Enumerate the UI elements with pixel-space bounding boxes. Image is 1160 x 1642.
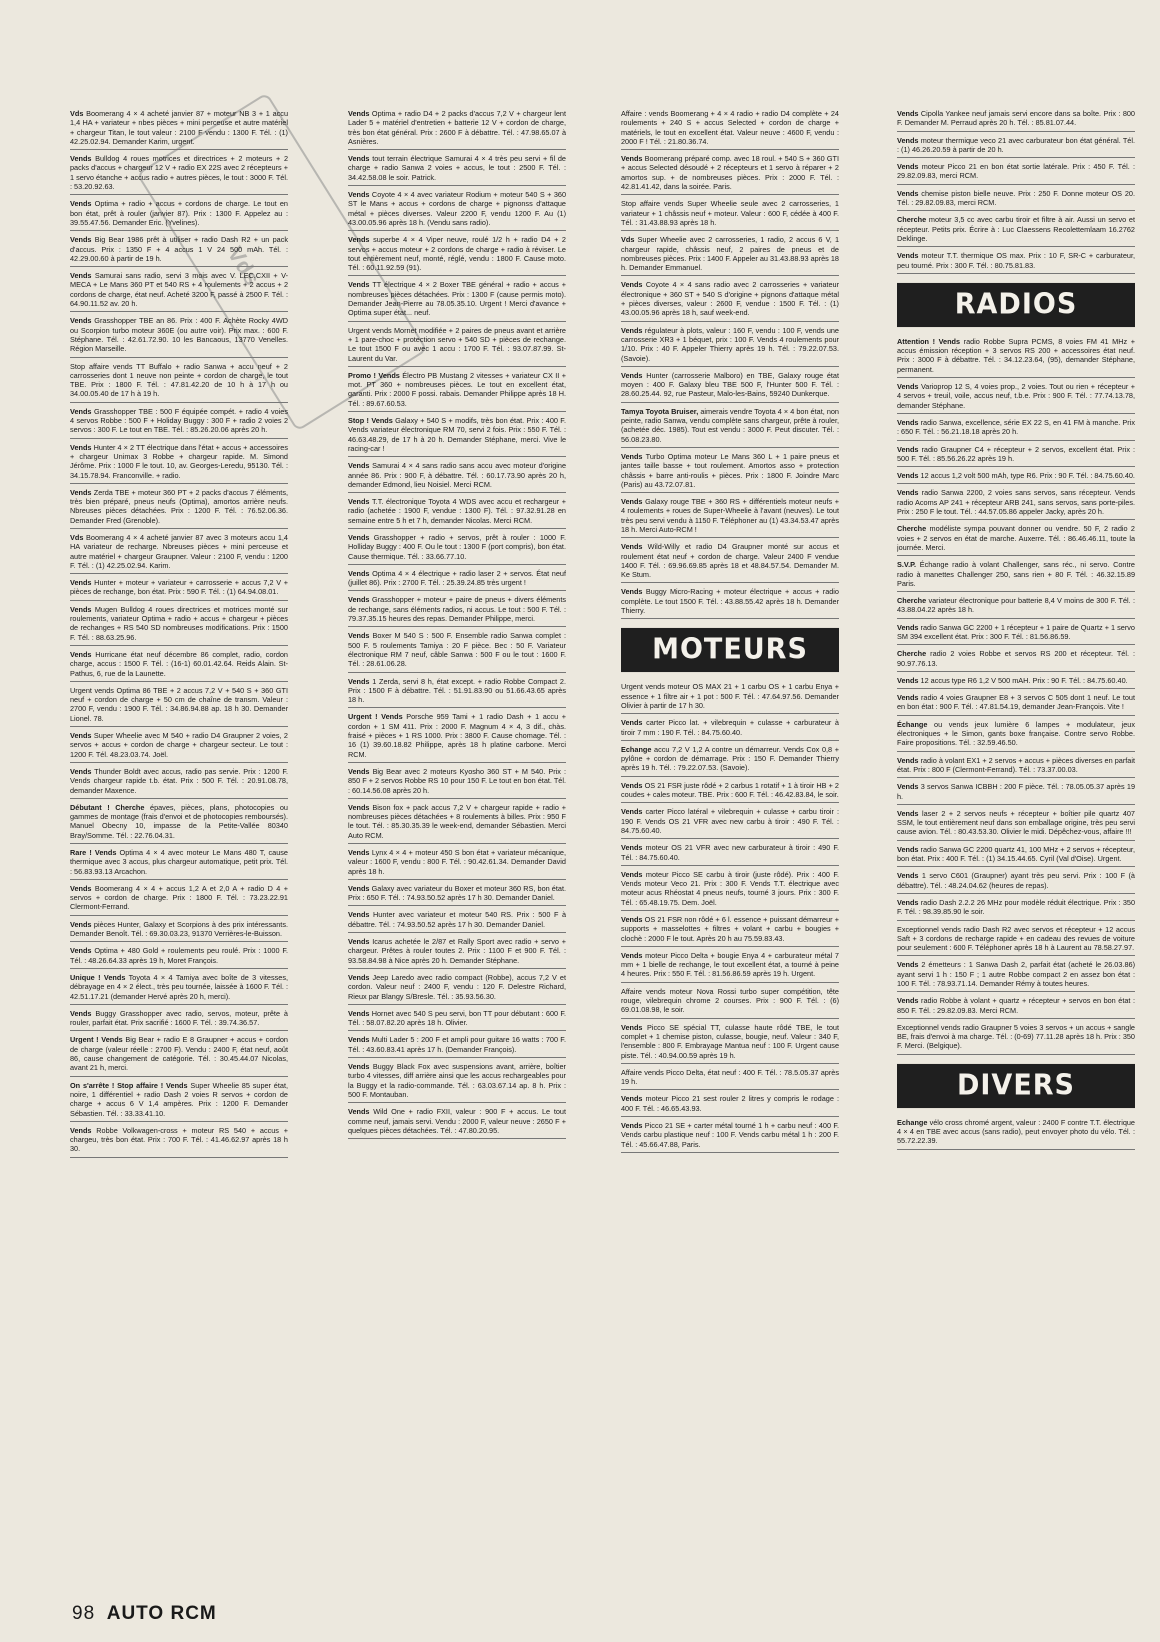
classified-ad: Unique ! Vends Toyota 4 × 4 Tamiya avec boîte de 3 vitesses, débrayage en 4 × 2 élect., très peu tournée, laissée à 1600 F. Tél. : 42.51.17.21 (demander Hervé après 20 h, merci). <box>70 972 288 1005</box>
classified-ad: Vends Cipolla Yankee neuf jamais servi encore dans sa boîte. Prix : 800 F. Demander M. Perraud après 20 h. Tél. : 85.81.07.44. <box>897 108 1135 132</box>
classified-ad: Vends Boomerang préparé comp. avec 18 roul. + 540 S + 360 GTI + accus Selected désoudé + 2 récepteurs et 1 servo à réparer + 2 amortos sup. + de nombreuses pièces. Prix : 2000 F. Tél. : 42.81.41.42, dans la soirée. Paris. <box>621 153 839 195</box>
section-header-moteurs: MOTEURS <box>621 628 839 672</box>
classified-ad: Vends radio Graupner C4 + récepteur + 2 servos, excellent état. Prix : 500 F. Tél. : 85.56.26.22 après 19 h. <box>897 444 1135 468</box>
classified-ad: Urgent vends Mornet modifiée + 2 paires de pneus avant et arrière + 1 pare-choc + protection servo + 540 SD + pièces de rechange. Le tout 1500 F ou avec 1 accu : 1700 F. Tél. : 93.07.87.99. St-Laurent du Var. <box>348 325 566 367</box>
classified-ad: Vends 1 Zerda, servi 8 h, état except. + radio Robbe Compact 2. Prix : 1500 F à débattre. Tél. : 51.91.83.90 ou 51.66.43.65 après 18 h. <box>348 676 566 709</box>
classified-ad: Vends radio Sanwa GC 2200 + 1 récepteur + 1 paire de Quartz + 1 servo SM 394 excellent état. Prix : 300 F. Tél. : 81.56.86.59. <box>897 622 1135 646</box>
classified-ad: Vends Optima + radio + accus + cordons de charge. Le tout en bon état, prêt à rouler (janvier 87). Prix : 1300 F. Appelez au : 39.55.47.56. Demander Eric. (Yvelines). <box>70 198 288 231</box>
classified-ad: Vends Hornet avec 540 S peu servi, bon TT pour débutant : 600 F. Tél. : 58.07.82.20 après 18 h. Olivier. <box>348 1008 566 1032</box>
classified-ad: Vends Galaxy rouge TBE + 360 RS + différentiels moteur neufs + 4 roulements + roues de Super-Wheelie à l'avant (neuves). Le tout très peu servi vendu à 1150 F. Téléphoner au (1) 43.34.53.47 après 18 h. Merci Auto-RCM ! <box>621 496 839 538</box>
classified-ad: Vends Bulldog 4 roues motrices et directrices + 2 moteurs + 2 packs d'accus + chargeur 12 V + radio EX 22S avec 2 récepteurs + 1 servo étanche + accus radio + autres pièces, le tout : 3000 F. Tél. : 53.20.92.63. <box>70 153 288 195</box>
classified-ad: Vends Multi Lader 5 : 200 F et ampli pour guitare 16 watts : 700 F. Tél. : 43.60.83.41 après 17 h. (Demander François). <box>348 1034 566 1058</box>
classified-ad: Vends 3 servos Sanwa ICBBH : 200 F pièce. Tél. : 78.05.05.37 après 19 h. <box>897 781 1135 805</box>
classified-ad: Urgent vends Optima 86 TBE + 2 accus 7,2 V + 540 S + 360 GTI neuf + cordon de charge + 50 cm de chaîne de transm. Valeur : 2700 F, vendu : 1900 F. Tél. : 34.86.94.88 ap. 18 h 30. Demander Lionel. 78. <box>70 685 288 727</box>
classified-ad: Exceptionnel vends radio Graupner 5 voies 3 servos + un accus + sangle BE, frais d'envoi à ma charge. Tél. : (0-69) 77.11.28 après 18 h. Prix : 350 F. Merci. (Belgique). <box>897 1022 1135 1055</box>
publication-name: AUTO RCM <box>106 1603 217 1624</box>
classified-ad: Vends radio Sanwa GC 2200 quartz 41, 100 MHz + 2 servos + récepteur, bon état. Prix : 400 F. Tél. : (1) 34.15.44.65. Cyril (Val d'Oise). Urgent. <box>897 844 1135 868</box>
classified-ad: Vends radio Robbe à volant + quartz + récepteur + servos en bon état : 850 F. Tél. : 29.82.09.83. Merci RCM. <box>897 995 1135 1019</box>
classified-ad: Vends radio 4 voies Graupner E8 + 3 servos C 505 dont 1 neuf. Le tout en bon état : 900 F. Tél. : 47.81.54.19, demander Jean-François. Vite ! <box>897 692 1135 716</box>
classified-ad: Vends T.T. électronique Toyota 4 WDS avec accu et rechargeur + radio (achetée : 1900 F, vendue : 1300 F). Tél. : 97.32.91.28 en semaine entre 5 h et 7 h, demander Nicolas. Merci RCM. <box>348 496 566 529</box>
ads-radios <box>897 336 1135 1055</box>
classified-ad: Cherche variateur électronique pour batterie 8,4 V moins de 300 F. Tél. : 43.88.04.22 après 18 h. <box>897 595 1135 619</box>
column-2 <box>348 108 566 1142</box>
classified-ad: Vends Grasshopper + moteur + paire de pneus + divers éléments de rechange, sans éléments radios, ni accus. Le tout : 500 F. Tél. : 79.37.35.15 heures des repas. Demander Philippe, merci. <box>348 594 566 627</box>
classified-ad: Vends Wild One + radio FXII, valeur : 900 F + accus. Le tout comme neuf, jamais servi. Vendu : 2000 F, valeur neuve : 2650 F + quelques pièces détachées. Tél. : 47.80.20.95. <box>348 1106 566 1139</box>
classified-ad: Vends Picco 21 SE + carter métal tourné 1 h + carbu neuf : 400 F. Vends carbu plastique neuf : 100 F. Vends carbu métal 1 h : 200 F. Tél. : 45.66.47.88, Paris. <box>621 1120 839 1153</box>
classified-ad: Vends OS 21 FSR juste rôdé + 2 carbus 1 rotatif + 1 à tiroir HB + 2 coudes + cales moteur. TBE. Prix : 600 F. Tél. : 46.42.83.84, le soir. <box>621 780 839 804</box>
classified-ad: Urgent ! Vends Big Bear + radio E 8 Graupner + accus + cordon de charge (valeur réelle : 2700 F). Vendu : 2400 F, état neuf, août 86, cause changement de catégorie. Tél. : 30.45.44.07 Nicolas, avant 21 h, merci. <box>70 1034 288 1076</box>
classified-ad: Urgent vends moteur OS MAX 21 + 1 carbu OS + 1 carbu Enya + essence + 1 filtre air + 1 pot : 500 F. Tél. : 47.64.97.56. Demander Olivier à partir de 17 h 30. <box>621 681 839 714</box>
classified-ad: Vds Boomerang 4 × 4 acheté janvier 87 avec 3 moteurs accu 1,4 HA variateur de recharge. Nbreuses pièces + mini perceuse et autre matériel + chargeur Graupner. Valeur : 2100 F, vendu : 1200 F. Tél. : (1) 42.25.02.94. Karim. <box>70 532 288 574</box>
classified-ad: Vends 1 servo C601 (Graupner) ayant très peu servi. Prix : 100 F (à débattre). Tél. : 48.24.04.62 (heures de repas). <box>897 870 1135 894</box>
classified-ad: Vends Turbo Optima moteur Le Mans 360 L + 1 paire pneus et jantes taille basse + tout roulement. Amortos asso + protection châssis + barre anti-roulis + pièces. Prix : 1800 F. Joindre Marc (Paris) au 43.72.07.81. <box>621 451 839 493</box>
classified-ad: Vends Thunder Boldt avec accus, radio pas servie. Prix : 1200 F. Vends chargeur rapide t.b. état. Prix : 500 F. Tél. : 20.91.08.78, demander Maxence. <box>70 766 288 799</box>
classified-ad: Vends Coyote 4 × 4 sans radio avec 2 carrosseries + variateur électronique + 360 ST + 540 S d'origine + pignons d'attaque métal + pièces diverses, valeur : 2600 F, vendue : 1500 F. Tél. : (1) 43.00.05.96 après 18 h, sauf week-end. <box>621 279 839 321</box>
classified-ad: Affaire : vends Boomerang + 4 × 4 radio + radio D4 complète + 24 roulements + 240 S + accus Selected + cordon de charge + matériels, le tout en excellent état. Valeur neuve : 4600 F, vendu : 2000 F ! Tél. : 21.80.36.74. <box>621 108 839 150</box>
classified-ad: Vends Mugen Bulldog 4 roues directrices et motrices monté sur roulements, variateur Optima + radio + accus + chargeur + pièces de rechanges + RS 540 SD nombreuses modifications. Prix : 1500 F. Tél. : 88.63.25.96. <box>70 604 288 646</box>
ads-moteurs-continued <box>897 108 1135 274</box>
page-number: 98 <box>72 1603 96 1624</box>
column-3 <box>621 108 839 1156</box>
classified-ad: Cherche modéliste sympa pouvant donner ou vendre. 50 F, 2 radio 2 voies + 2 servos en état de marche. Auxerre. Tél. : 86.46.46.11, toute la journée. Merci. <box>897 523 1135 556</box>
classified-ad: On s'arrête ! Stop affaire ! Vends Super Wheelie 85 super état, noire, 1 différentiel + radio Dash 2 voies R servos + cordon de charge + accus 6 V 1,4 ampères. Prix : 1200 F. Demander Sébastien. Tél. : 33.33.41.10. <box>70 1080 288 1122</box>
classified-ad: Vends Big Bear avec 2 moteurs Kyosho 360 ST + M 540. Prix : 850 F + 2 servos Robbe RS 10 pour 150 F. Le tout en bon état. Tél. : 60.14.56.08 après 20 h. <box>348 766 566 799</box>
classified-ad: Vends moteur Picco 21 sest rouler 2 litres y compris le rodage : 400 F. Tél. : 46.65.43.93. <box>621 1093 839 1117</box>
classified-ad: Vends chemise piston bielle neuve. Prix : 250 F. Donne moteur OS 20. Tél. : 29.82.09.83, merci RCM. <box>897 188 1135 212</box>
classified-ad: Vends laser 2 + 2 servos neufs + récepteur + boîtier pile quartz 407 SSM, le tout entièrement neuf dans son emballage origine, très peu servi cause avion. Tél. : 80.43.53.30. Olivier le midi. Dépêchez-vous, affaire !!! <box>897 808 1135 841</box>
classified-ad: Vends moteur T.T. thermique OS max. Prix : 10 F, SR-C + carburateur, peu tourné. Prix : 300 F. Tél. : 80.75.81.83. <box>897 250 1135 274</box>
classified-ad: Vends Samurai sans radio, servi 3 mois avec V. LEC.CXII + V-MECA + Le Mans 360 PT et 540 RS + 4 roulements + 2 accus + 2 cordons de charge, état neuf. Acheté 3200 F, passé à 2500 F. Tél. : 64.90.11.52 av. 20 h. <box>70 270 288 312</box>
classified-ad: Stop affaire vends Super Wheelie seule avec 2 carrosseries, 1 variateur + 1 châssis neuf + moteur. Valeur : 600 F, cédée à 400 F. Tél. : 31.43.88.93 après 18 h. <box>621 198 839 231</box>
classified-ad: Vends Robbe Volkwagen-cross + moteur RS 540 + accus + chargeu, très bon état. Prix : 700 F. Tél. : 41.46.62.97 après 18 h 30. <box>70 1125 288 1158</box>
classified-ad: Vends OS 21 FSR non rôdé + 6 l. essence + puissant démarreur + supports + masselottes + filtres + volant + carbu + bougies + clochè : 2000 F le tout. Après 20 h au 75.59.83.43. <box>621 914 839 947</box>
classified-ad: Urgent ! Vends Porsche 959 Tami + 1 radio Dash + 1 accu + cordon + 1 SM 411. Prix : 2000 F. Magnum 4 × 4, 3 dif., chàs. fraisé + pièces + 1 RS 1000. Prix : 3800 F. Cause chomage. Tél. : 16 (1) 39.60.18.82 Philippe, après 18 h platine carbone. Merci RCM. <box>348 711 566 762</box>
column-4 <box>897 108 1135 1153</box>
ads-divers <box>897 1117 1135 1150</box>
classified-ad: Vends Boomerang 4 × 4 + accus 1,2 A et 2,0 A + radio D 4 + servos + cordon de charge. Prix : 1800 F. Tél. : 73.23.22.91 Clermont-Ferrand. <box>70 883 288 916</box>
classified-ad: Vds Boomerang 4 × 4 acheté janvier 87 + moteur NB 3 + 1 accu 1,4 HA + variateur + nbes pièces + mini perceuse et autre matériel + chargeur Titan, le tout valeur : 2100 F vendu : 1300 F. Tél. : (1) 42.25.02.94. Demander Karim, urgent. <box>70 108 288 150</box>
classified-ad: Vends moteur Picco Delta + bougie Enya 4 + carburateur métal 7 mm + 1 bielle de rechange, le tout excellent état, a tourné à peine 4 heures. Prix : 550 F. Tél. : 81.56.86.59 après 19 h. Urgent. <box>621 950 839 983</box>
classified-ad: Vends tout terrain électrique Samurai 4 × 4 très peu servi + fil de charge + radio Sanwa 2 voies + accus, le tout : 2500 F. Tél. : 34.42.58.08 le soir. Patrick. <box>348 153 566 186</box>
classified-ad: Vends moteur OS 21 VFR avec new carburateur à tiroir : 490 F. Tél. : 84.75.60.40. <box>621 842 839 866</box>
classified-ad: Échange ou vends jeux lumière 6 lampes + modulateur, jeux électroniques + le Simon, gants boxe française. Contre servo Robbe. Faire propositions. Tél. : 32.59.46.50. <box>897 719 1135 752</box>
classified-ad: Vends Zerda TBE + moteur 360 PT + 2 packs d'accus 7 éléments, très bien préparé, pneus neufs (Optima), amortos arrière neufs. Nbreuses pièces détachées. Prix : 1200 F. Tél. : 76.52.06.36. Demander Fred (Grenoble). <box>70 487 288 529</box>
classified-ad: Vends Grasshopper TBE : 500 F équipée compét. + radio 4 voies 4 servos Robbe : 500 F + Holiday Buggy : 300 F + radio 2 voies 2 servos : 300 F. Le tout en TBE. Tél. : 85.26.20.06 après 20 h. <box>70 406 288 439</box>
classified-ad: Vends Optima 4 × 4 électrique + radio laser 2 + servos. État neuf (juillet 86). Prix : 2700 F. Tél. : 25.39.24.85 très urgent ! <box>348 568 566 592</box>
classified-ad: Vends Buggy Grasshopper avec radio, servos, moteur, prête à rouler, parfait état. Prix sacrifié : 1600 F. Tél. : 39.74.36.57. <box>70 1008 288 1032</box>
section-header-radios: RADIOS <box>897 283 1135 327</box>
classified-ad: Vends Optima + 480 Gold + roulements peu roulé. Prix : 1000 F. Tél. : 48.26.64.33 après 19 h, Moret François. <box>70 945 288 969</box>
classified-ad: Vends Varioprop 12 S, 4 voies prop., 2 voies. Tout ou rien + récepteur + 4 servos + treuil, voile, accus neuf, t.b.e. Prix : 900 F. Tél. : 77.74.13.78, demander Stéphane. <box>897 381 1135 414</box>
ads-moteurs <box>621 681 839 1153</box>
classified-ad: Vends Wild-Willy et radio D4 Graupner monté sur accus et roulement état neuf + cordon de charge. Valeur 2400 F vendue 1400 F. Tél. : 69.96.69.85 après 18 et 48.84.57.54. Demander M. Ke Stum. <box>621 541 839 583</box>
classified-ad: Vends Big Bear 1986 prêt à utiliser + radio Dash R2 + un pack d'accus. Prix : 1350 F + 4 accus 1 V 24 500 mAh. Tél. : 42.29.00.60 à partir de 19 h. <box>70 234 288 267</box>
classified-ad: Vends carter Picco latéral + vilebrequin + culasse + carbu tiroir : 190 F. Vends OS 21 VFR avec new carbu à tiroir : 490 F. Tél. : 84.75.60.40. <box>621 806 839 839</box>
classified-ad: Rare ! Vends Optima 4 × 4 avec moteur Le Mans 480 T, cause thermique avec 3 accus, plus chargeur automatique, petit prix. Tél. : 56.83.93.13 Arcachon. <box>70 847 288 880</box>
classified-ad: Vends Optima + radio D4 + 2 packs d'accus 7,2 V + chargeur lent Lader 5 + matériel d'entretien + batterie 12 V + cordon de charge, très bon état général. Prix : 2600 F à débattre. Tél. : 47.98.65.07 à Asnières. <box>348 108 566 150</box>
classified-ad: Exceptionnel vends radio Dash R2 avec servos et récepteur + 12 accus Saft + 3 cordons de recharge rapide + en cadeau des revues de voiture pour seulement : 600 F. Téléphoner après 18 h à Laurent au 78.58.27.97. <box>897 924 1135 957</box>
classified-ad: Cherche radio 2 voies Robbe et servos RS 200 et récepteur. Tél. : 90.97.76.13. <box>897 648 1135 672</box>
classified-ad: Vends Hunter 4 × 2 TT électrique dans l'état + accus + accessoires + chargeur Unimax 3 Robbe + chargeur rapide. M. Simond Jérôme. Prix : 1000 F le tout. 10, av. Georges-Leredu, 95130. Tél. : 34.15.78.94. Franconville. + radio. <box>70 442 288 484</box>
classified-ad: Vends Lynx 4 × 4 + moteur 450 S bon état + variateur mécanique, valeur : 1600 F, vendu : 800 F. Tél. : 90.42.61.34. Demander David après 18 h. <box>348 847 566 880</box>
classified-ad: Vends Buggy Black Fox avec suspensions avant, arrière, boîtier turbo 4 vitesses, diff arrière ainsi que les accus rechargeables pour la Buggy et la radio-commande. Tél. : 63.03.67.14 ap. 8 h. Prix : 500 F. Montauban. <box>348 1061 566 1103</box>
classified-ad: Vends carter Picco lat. + vilebrequin + culasse + carburateur à tiroir 7 mm : 190 F. Tél. : 84.75.60.40. <box>621 717 839 741</box>
classified-ad: Vds Super Wheelie avec 2 carrosseries, 1 radio, 2 accus 6 V, 1 chargeur rapide, châssis neuf, 2 paires de pneus et de nombreuses pièces. Prix : 1400 F. Appeler au 31.43.88.93 après 18 h. Demander Emmanuel. <box>621 234 839 276</box>
classified-ad: Vends Hunter (carrosserie Malboro) en TBE, Galaxy rouge état moyen : 400 F. Galaxy bleu TBE 500 F, l'Hunter 500 F. Tél. : 28.60.25.44. 92, rue Pasteur, Malo-les-Bains, 59240 Dunkerque. <box>621 370 839 403</box>
classified-ad: Vends Coyote 4 × 4 avec variateur Rodium + moteur 540 S + 360 ST le Mans + accus + cordons de charge + pignonss d'attaque métal + pièces diverses. Valeur 2200 F, vendu 1200 F. Au (1) 43.00.05.96 après 18 h. (Vendu sans radio). <box>348 189 566 231</box>
classified-ad: Vends Jeep Laredo avec radio compact (Robbe), accus 7,2 V et cordon. Valeur neuf : 2400 F, vendu : 120 F. Delestre Richard, Rieux par Blangy S/Bresle. Tél. : 35.93.56.30. <box>348 972 566 1005</box>
classified-ad: Affaire vends Picco Delta, état neuf : 400 F. Tél. : 78.5.05.37 après 19 h. <box>621 1067 839 1091</box>
classified-ad: Vends Samurai 4 × 4 sans radio sans accu avec moteur d'origine année 86. Prix : 900 F, à débattre. Tél. : 60.17.73.90 après 20 h, demander Edmond, lieu Noisiel. Merci RCM. <box>348 460 566 493</box>
classified-ad: Tamya Toyota Bruiser, aimerais vendre Toyota 4 × 4 bon état, non peinte, radio Sanwa, vendu complète sans chargeur, prête à rouler, (achetée déc. 1985). Tout est vendu : 3000 F. Peut discuter. Tél. : 56.08.23.80. <box>621 406 839 448</box>
classified-ad: Vends Grasshopper TBE an 86. Prix : 400 F. Achète Rocky 4WD ou Scorpion turbo moteur 360E (ou autre voir). Prix max. : 600 F. Stéphane. Tél. : 42.61.72.90. 10 les Bancaous, 13770 Venelles. Région Marseille. <box>70 315 288 357</box>
classified-ad: Affaire vends moteur Nova Rossi turbo super compétition, tête rouge, vilebrequin chrome 2 courses. Prix : 900 F. Tél. : (6) 69.01.08.98, le soir. <box>621 986 839 1019</box>
classified-ad: Vends radio Dash 2.2.2 26 MHz pour modèle réduit électrique. Prix : 350 F. Tél. : 98.39.85.90 le soir. <box>897 897 1135 921</box>
classified-ad: Echange vélo cross chromé argent, valeur : 2400 F contre T.T. électrique 4 × 4 en TBE avec accus (sans radio), peut envoyer photo du vélo. Tél. : 55.72.22.39. <box>897 1117 1135 1150</box>
column-1 <box>70 108 288 1161</box>
classified-ad: Vends moteur Picco SE carbu à tiroir (juste rôdé). Prix : 400 F. Vends moteur Veco 21. Prix : 300 F. Vends T.T. électrique avec moteur acus Rhéostat 4 pneus neufs, tourné 3 jours. Prix : 300 F. Tél. : 65.48.19.75. Dem. Joël. <box>621 869 839 911</box>
classified-ad: Vends Buggy Micro-Racing + moteur électrique + accus + radio complète. Le tout 1500 F. Tél. : 43.88.55.42 après 18 h. Demander Thierry. <box>621 586 839 619</box>
classified-ad: Stop affaire vends TT Buffalo + radio Sanwa + accu neuf + 2 carrosseries dont 1 neuve non peinte + cordon de charge, le tout TBE. Prix : 1800 F. Tél. : 47.81.42.20 de 10 h à 17 h ou 34.00.05.40 de 17 h à 19 h. <box>70 361 288 403</box>
classified-ad: Vends Picco SE spécial TT, culasse haute rôdé TBE, le tout complet + 1 chemise piston, culasse, bougie, neuf. Valeur : 340 F, l'ensemble : 800 F. Embrayage Mantua neuf : 100 F. Urgent cause piste. Tél. : 40.94.00.59 après 19 h. <box>621 1022 839 1064</box>
watermark-stamp: Vds <box>136 92 428 431</box>
classified-ad: Vends Grasshopper + radio + servos, prêt à rouler : 1000 F. Holliday Buggy : 400 F. Ou le tout : 1300 F (port compris), bon état. Cause thermique. Tél. : 33.66.77.10. <box>348 532 566 565</box>
classified-ad: Promo ! Vends Électro PB Mustang 2 vitesses + variateur CX II + mot. PT 360 + nombreuses pièces. Le tout en excellent état, garanti. Prix : 2000 F possi. rabais. Demander Philippe après 18 H. Tél. : 89.67.60.53. <box>348 370 566 412</box>
classified-ad: Stop ! Vends Galaxy + 540 S + modifs, très bon état. Prix : 400 F. Vends variateur électronique RM 70, servi 2 fois. Prix : 550 F. Tél. : 46.63.48.29, de 17 h à 20 h. Demander Stéphane, merci. Vive le racing-car ! <box>348 415 566 457</box>
section-header-divers: DIVERS <box>897 1064 1135 1108</box>
classified-ad: Vends 12 accus type R6 1,2 V 500 mAH. Prix : 90 F. Tél. : 84.75.60.40. <box>897 675 1135 689</box>
classified-ad: Vends superbe 4 × 4 Viper neuve, roulé 1/2 h + radio D4 + 2 servos + accus moteur + 2 cordons de charge + radio à réviser. Le tout entièrement neuf, monté, réglé, vendu : 1800 F. Cause moto. Tél. : 60.11.92.59 (91). <box>348 234 566 276</box>
classified-ad: Débutant ! Cherche épaves, pièces, plans, photocopies ou gammes de montage (frais d'envoi et de photocopies remboursés). Manuel Obecny 10, impasse de la Petite-Vallée 80340 Bray/Somme. Tél. : 22.76.04.31. <box>70 802 288 844</box>
classified-ad: S.V.P. Échange radio à volant Challenger, sans réc., ni servo. Contre radio à manettes Challenger 250, sans rien + 80 F. Tél. : 46.32.15.89 Paris. <box>897 559 1135 592</box>
ads-vehicles-continued <box>621 108 839 619</box>
classified-ad: Vends Hunter avec variateur et moteur 540 RS. Prix : 500 F à débattre. Tél. : 74.93.50.52 après 17 h 30. Demander Daniel. <box>348 909 566 933</box>
classified-ad: Vends 2 émetteurs : 1 Sanwa Dash 2, parfait état (acheté le 26.03.86) ayant servi 1 h : 150 F ; 1 autre Robbe compact 2 en assez bon état : 100 F. Tél. : 78.93.71.14. Demander Rémy à toutes heures. <box>897 959 1135 992</box>
classified-ad: Vends radio Sanwa, excellence, série EX 22 S, en 41 FM à manche. Prix : 650 F. Tél. : 56.21.18.18 après 20 h. <box>897 417 1135 441</box>
classified-ad: Vends Boxer M 540 S : 500 F. Ensemble radio Sanwa complet : 500 F. 5 roulements Tamiya : 20 F pièce. Bec : 50 F. Variateur électronique RM 7 neuf, câble Sanwa : 500 F ou le tout : 1600 F. Tél. : 28.61.06.28. <box>348 630 566 672</box>
classified-ad: Vends moteur thermique veco 21 avec carburateur bon état général. Tél. : (1) 46.26.20.59 à partir de 20 h. <box>897 135 1135 159</box>
classified-ad: Vends radio à volant EX1 + 2 servos + accus + pièces diverses en parfait état. Prix : 800 F (Clermont-Ferrand). Tél. : 73.37.00.03. <box>897 755 1135 779</box>
classified-ad: Vends Icarus achetée le 2/87 et Rally Sport avec radio + servo + chargeur. Prêtes à rouler toutes 2. Prix : 1100 F et 900 F. Tél. : 93.58.84.98 à Nice après 20 h. Demander Stéphane. <box>348 936 566 969</box>
classified-ad: Vends Galaxy avec variateur du Boxer et moteur 360 RS, bon état. Prix : 650 F. Tél. : 74.93.50.52 après 17 h 30. Demander Daniel. <box>348 883 566 907</box>
classified-ad: Vends TT électrique 4 × 2 Boxer TBE général + radio + accus + nombreuses pièces détachées. Prix : 1300 F (cause permis moto). Demander Jean-Pierre au 78.05.35.10. Urgent ! Merci d'avance + Optima super état... neuf. <box>348 279 566 321</box>
classified-ad: Vends Hurricane état neuf décembre 86 complet, radio, cordon charge, accus : 1500 F. Tél. : (16-1) 60.01.42.64. Reids Alain. St-Pathus, 6, rue de la Launette. <box>70 649 288 682</box>
classified-ad: Vends pièces Hunter, Galaxy et Scorpions à des prix intéressants. Demander Benoît. Tél. : 69.30.03.23, 91370 Verrières-le-Buisson. <box>70 919 288 943</box>
classified-ad: Vends 12 accus 1,2 volt 500 mAh, type R6. Prix : 90 F. Tél. : 84.75.60.40. <box>897 470 1135 484</box>
classified-ad: Vends Hunter + moteur + variateur + carrosserie + accus 7,2 V + pièces de rechange, bon état. Prix : 590 F. Tél. : (1) 64.94.08.01. <box>70 577 288 601</box>
classified-ad: Cherche moteur 3,5 cc avec carbu tiroir et filtre à air. Aussi un servo et récepteur. Petits prix. Écrire à : Luc Claessens Recolettemlaam 16.2762 Deklinge. <box>897 214 1135 247</box>
classified-ad: Vends régulateur à plots, valeur : 160 F, vendu : 100 F, vends une carrosserie XR3 + 1 béquet, prix : 100 F. Vends 4 roulements pour 1/10. Prix : 40 F. Appeler Thierry après 19 h. Tél. : 79.22.07.53. (Savoie). <box>621 325 839 367</box>
classified-ad: Vends radio Sanwa 2200, 2 voies sans servos, sans récepteur. Vends radio Acoms AP 241 + récepteur ARB 241, sans servos, sans porte-piles. Prix : 250 F le tout. Tél. : 44.57.05.86 appeler Jacky, après 20 h. <box>897 487 1135 520</box>
classified-ad: Vends moteur Picco 21 en bon état sortie latérale. Prix : 450 F. Tél. : 29.82.09.83, merci RCM. <box>897 161 1135 185</box>
classified-ad: Vends Super Wheelie avec M 540 + radio D4 Graupner 2 voies, 2 servos + accus + cordon de charge + chargeur secteur. Le tout : 1200 F. Tél. 48.23.03.74. Joël. <box>70 730 288 763</box>
classified-ad: Echange accu 7,2 V 1,2 A contre un démarreur. Vends Cox 0,8 + pylône + cordon de démarrage. Prix : 150 F. Demander Thierry après 19 h. Tél. : 79.22.07.53. (Savoie). <box>621 744 839 777</box>
page-footer <box>72 1603 217 1625</box>
classified-ad: Vends Bison fox + pack accus 7,2 V + chargeur rapide + radio + nombreuses pièces détachées + 8 roulements à billes. Prix : 950 F le tout. Tél. : 85.30.35.39 le week-end, demander Sébastien. Merci Auto RCM. <box>348 802 566 844</box>
classified-ad: Attention ! Vends radio Robbe Supra PCMS, 8 voies FM 41 MHz + accus émission réception + 3 servos RS 200 + accessoires état neuf. Prix : 3000 F à débattre. Tél. : 34.12.23.64, (95), demander Stéphane, permanent. <box>897 336 1135 378</box>
